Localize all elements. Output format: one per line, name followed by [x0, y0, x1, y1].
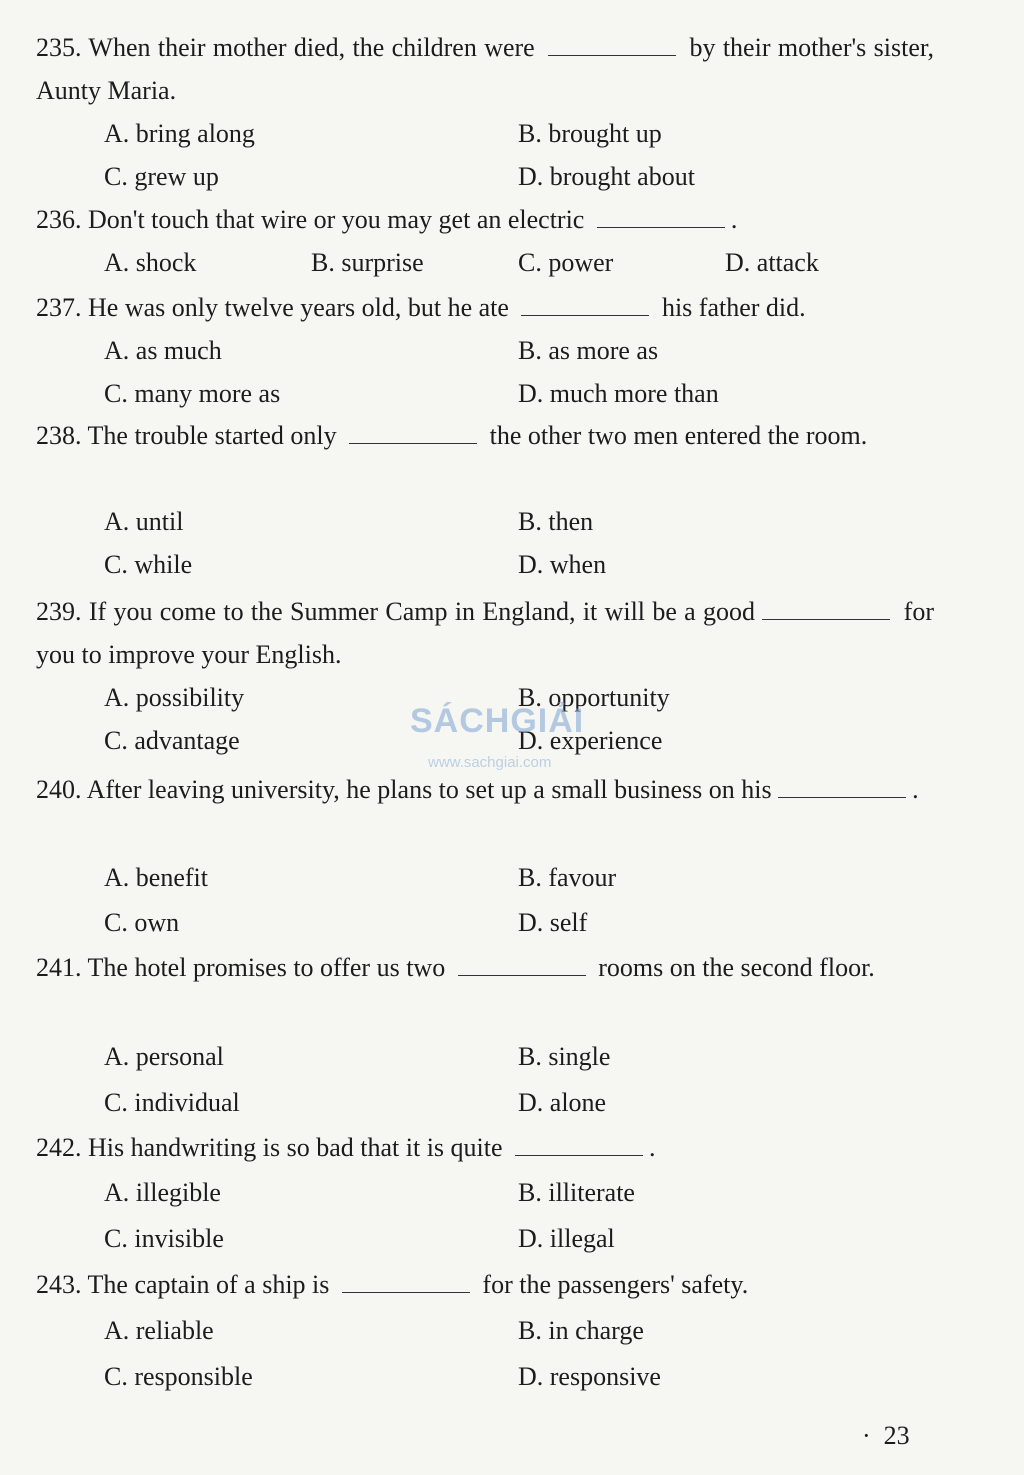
option-a: A. shock [104, 248, 197, 277]
question-text: The hotel promises to offer us two [87, 953, 446, 982]
question-text: If you come to the Summer Camp in England, it will be a good [88, 597, 756, 626]
question-text: for the passengers' safety. [482, 1270, 749, 1299]
option-c: C. individual [104, 1088, 240, 1117]
question-text: The trouble started only [87, 421, 337, 450]
question-text: his father did. [661, 293, 806, 322]
option-c: C. many more as [104, 379, 281, 408]
option-c: C. own [104, 908, 180, 937]
options-238 [104, 500, 934, 586]
question-text: by their mother's sister, Aunty Maria. [36, 33, 935, 105]
options-241 [104, 1034, 934, 1126]
question-number: 235. [36, 33, 82, 62]
option-b: B. as more as [518, 336, 659, 365]
options-237 [104, 329, 934, 415]
option-d: D. much more than [518, 379, 719, 408]
option-d: D. self [518, 908, 588, 937]
answer-blank [349, 421, 477, 444]
question-text: rooms on the second floor. [598, 953, 875, 982]
option-c: C. responsible [104, 1362, 253, 1391]
page-number [862, 1418, 910, 1454]
option-c: C. grew up [104, 162, 219, 191]
question-239 [36, 590, 934, 676]
option-d: D. responsive [518, 1362, 661, 1391]
question-236 [36, 198, 934, 241]
option-a: A. personal [104, 1042, 224, 1071]
question-text: for you to improve your English. [36, 597, 934, 669]
option-b: B. then [518, 507, 594, 536]
option-a: A. reliable [104, 1316, 214, 1345]
question-243 [36, 1263, 934, 1306]
answer-blank [548, 33, 676, 56]
option-b: B. opportunity [518, 683, 670, 712]
answer-blank [515, 1133, 643, 1156]
question-text: Don't touch that wire or you may get an electric [88, 205, 585, 234]
answer-blank [778, 775, 906, 798]
answer-blank [597, 205, 725, 228]
bullet-dot-icon: · [862, 1421, 884, 1450]
option-a: A. until [104, 507, 184, 536]
question-235 [36, 26, 934, 112]
question-number: 240. [36, 775, 82, 804]
question-238 [36, 414, 934, 457]
option-d: D. brought about [518, 162, 695, 191]
watermark-brand: SÁCHGIẢI [410, 702, 585, 740]
option-b: B. illiterate [518, 1178, 635, 1207]
question-number: 242. [36, 1133, 82, 1162]
option-a: A. illegible [104, 1178, 221, 1207]
question-number: 237. [36, 293, 82, 322]
question-text: . [649, 1133, 656, 1162]
option-c: C. advantage [104, 726, 240, 755]
option-d: D. alone [518, 1088, 607, 1117]
option-d: D. illegal [518, 1224, 615, 1253]
question-number: 241. [36, 953, 82, 982]
option-a: A. as much [104, 336, 222, 365]
option-a: A. bring along [104, 119, 255, 148]
options-243 [104, 1308, 934, 1400]
answer-blank [458, 953, 586, 976]
option-b: B. single [518, 1042, 611, 1071]
option-b: B. favour [518, 863, 617, 892]
options-240 [104, 855, 934, 945]
option-c: C. while [104, 550, 193, 579]
question-number: 236. [36, 205, 82, 234]
question-237 [36, 286, 934, 329]
answer-blank [521, 293, 649, 316]
question-text: . [912, 775, 919, 804]
question-242 [36, 1126, 934, 1169]
option-b: B. brought up [518, 119, 662, 148]
question-number: 243. [36, 1270, 82, 1299]
option-a: A. benefit [104, 863, 208, 892]
option-c: C. power [518, 248, 614, 277]
answer-blank [342, 1270, 470, 1293]
option-b: B. surprise [311, 248, 424, 277]
question-text: . [730, 205, 738, 234]
options-236 [104, 241, 934, 284]
question-text: When their mother died, the children were [88, 33, 535, 62]
question-number: 239. [36, 597, 82, 626]
option-d: D. when [518, 550, 607, 579]
option-d: D. experience [518, 726, 663, 755]
options-235 [104, 112, 934, 198]
question-number: 238. [36, 421, 82, 450]
question-text: He was only twelve years old, but he ate [88, 293, 509, 322]
options-239 [104, 676, 934, 762]
watermark-url: www.sachgiai.com [428, 754, 552, 771]
options-242 [104, 1170, 934, 1262]
option-c: C. invisible [104, 1224, 224, 1253]
option-d: D. attack [725, 248, 819, 277]
question-text: The captain of a ship is [87, 1270, 330, 1299]
question-241 [36, 946, 934, 989]
question-text: His handwriting is so bad that it is quite [88, 1133, 503, 1162]
option-b: B. in charge [518, 1316, 644, 1345]
question-240 [36, 766, 934, 814]
answer-blank [762, 597, 890, 620]
option-a: A. possibility [104, 683, 245, 712]
question-text: the other two men entered the room. [489, 421, 868, 450]
question-text: After leaving university, he plans to set up a small business on his [86, 775, 772, 804]
page-number-value: 23 [883, 1421, 910, 1450]
